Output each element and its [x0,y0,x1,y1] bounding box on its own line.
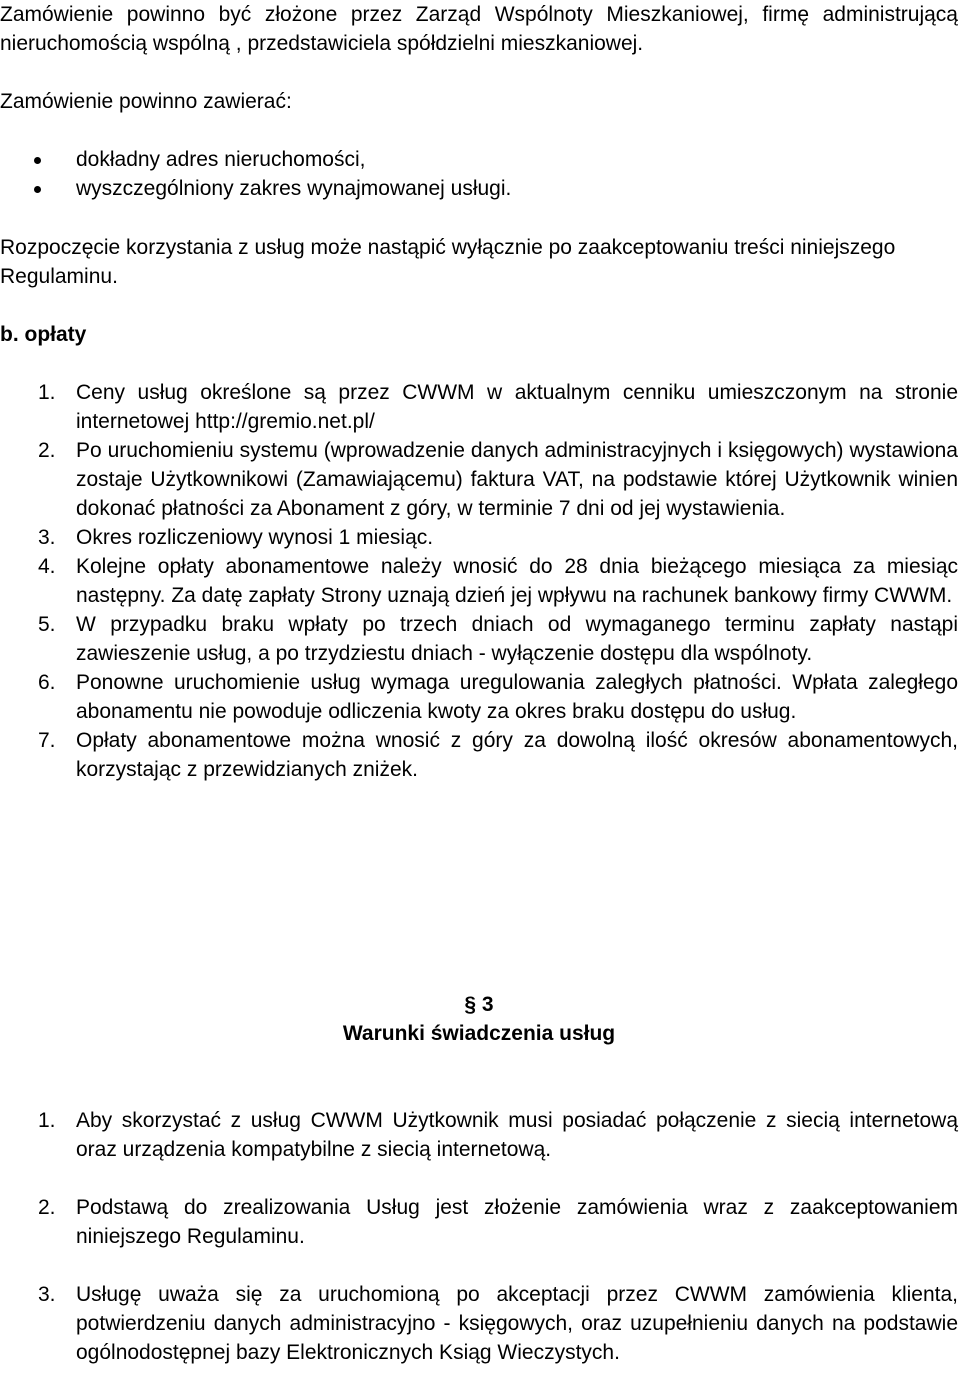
bullet-icon [34,157,41,164]
list-item: 6. Ponowne uruchomienie usług wymaga uregulowania zaległych płatności. Wpłata zaległego abonamentu nie powoduje odliczenia kwoty za okres braku dostępu do usług. [38,671,958,723]
list-item: 1. Aby skorzystać z usług CWWM Użytkownik musi posiadać połączenie z siecią internetową oraz urządzenia kompatybilne z siecią internetową. [38,1109,958,1161]
list-item: 3. Usługę uważa się za uruchomioną po akceptacji przez CWWM zamówienia klienta, potwierdzeniu danych administracyjno - księgowych, oraz uzupełnieniu danych na podstawie ogólnodostępnej bazy Elektronicznych Ksiąg Wieczystych. [38,1283,958,1364]
list-item: 2. Po uruchomieniu systemu (wprowadzenie danych administracyjnych i księgowych) wystawiona zostaje Użytkownikowi (Zamawiającemu) faktura VAT, na podstawie której Użytkownik winien dokonać płatności za Abonament z góry, w terminie 7 dni od jej wystawienia. [38,439,958,520]
section-3-title: Warunki świadczenia usług [342,1022,616,1045]
section-b-heading: b. opłaty [0,323,87,346]
intro-paragraph-2: Zamówienie powinno zawierać: [0,90,292,113]
section-3-symbol: § 3 [464,993,494,1016]
section-3-item-1 [0,1106,958,1164]
intro-bullet-list [0,145,958,203]
list-item: 2. Podstawą do zrealizowania Usług jest złożenie zamówienia wraz z zaakceptowaniem niniejszego Regulaminu. [38,1196,958,1248]
intro-paragraph-3: Rozpoczęcie korzystania z usług może nastąpić wyłącznie po zaakceptowaniu treści niniejszego Regulaminu. [0,236,896,288]
list-item: 5. W przypadku braku wpłaty po trzech dniach od wymaganego terminu zapłaty nastąpi zawieszenie usług, a po trzydziestu dniach - wyłączenie dostępu dla wspólnoty. [38,613,958,665]
list-item: 7. Opłaty abonamentowe można wnosić z góry za dowolną ilość okresów abonamentowych, korzystając z przewidzianych zniżek. [38,729,958,781]
list-item: 1. Ceny usług określone są przez CWWM w aktualnym cenniku umieszczonym na stronie internetowej http://gremio.net.pl/ [38,381,958,433]
section-3-item-3 [0,1280,958,1367]
intro-paragraph-1: Zamówienie powinno być złożone przez Zarząd Wspólnoty Mieszkaniowej, firmę administrującą nieruchomością wspólną , przedstawiciela spółdzielni mieszkaniowej. [0,3,958,55]
list-item: dokładny adres nieruchomości, [0,145,958,174]
bullet-icon [34,186,41,193]
section-3-item-2 [0,1193,958,1251]
list-item: 3. Okres rozliczeniowy wynosi 1 miesiąc. [38,526,434,549]
list-item: wyszczególniony zakres wynajmowanej usługi. [0,174,958,203]
section-b-list [0,378,958,784]
list-item: 4. Kolejne opłaty abonamentowe należy wnosić do 28 dnia bieżącego miesiąca za miesiąc następny. Za datę zapłaty Strony uznają dzień jej wpływu na rachunek bankowy firmy CWWM. [38,555,958,607]
